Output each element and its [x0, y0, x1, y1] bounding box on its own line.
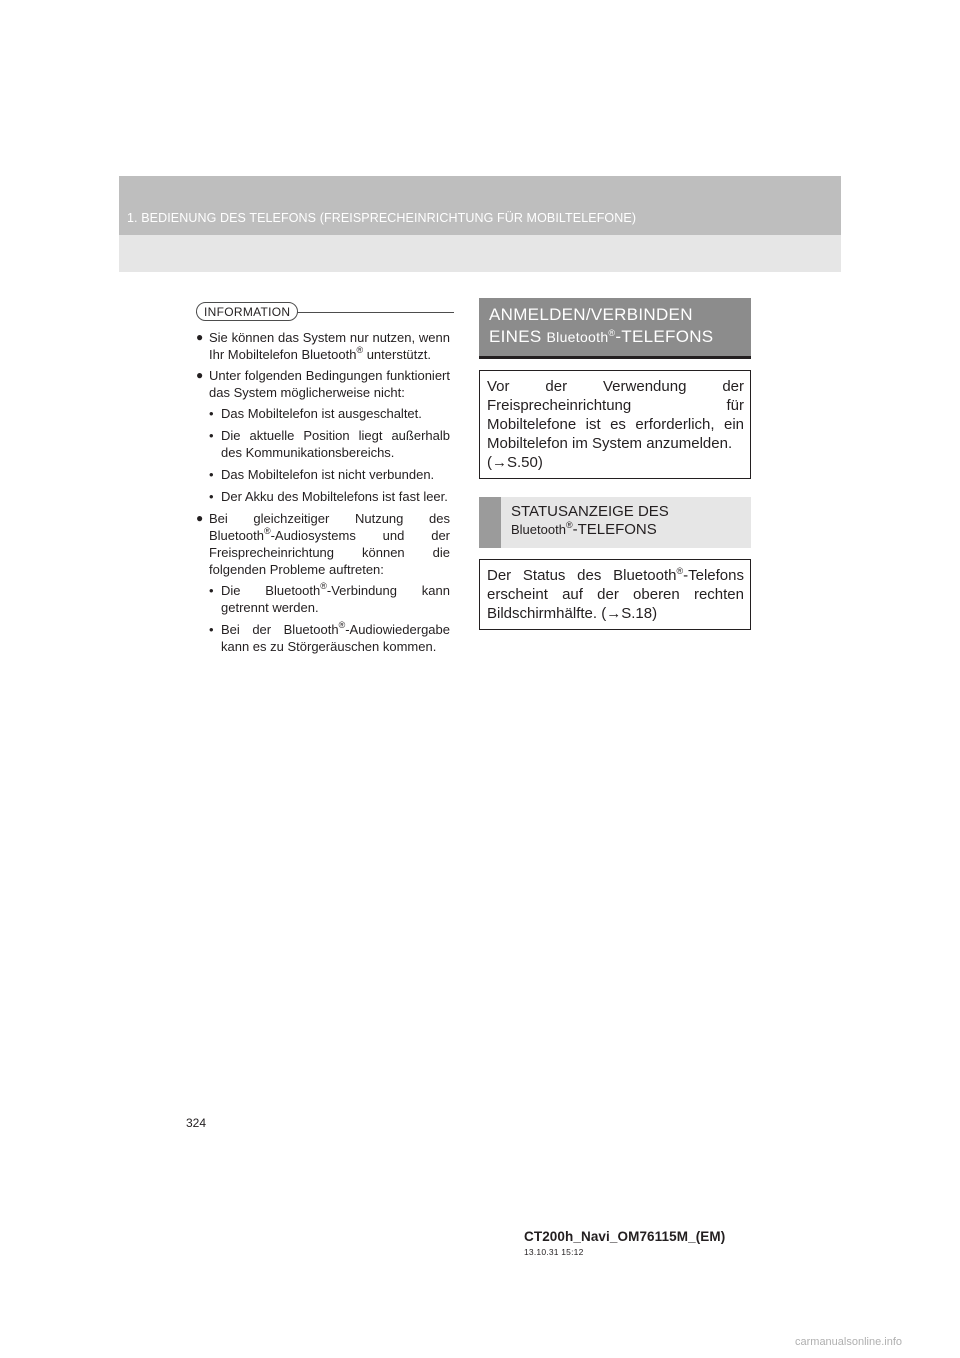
info-bullet-bluetooth-support: ● Sie können das System nur nutzen, wenn Ihr Mobiltelefon Bluetooth® unterstützt. [196, 330, 450, 362]
info-sub-item: • Die Bluetooth®-Verbindung kann getrennt werden. [209, 581, 450, 615]
sub-bullet-icon: • [209, 467, 214, 482]
information-body [196, 329, 450, 655]
information-label: INFORMATION [196, 302, 298, 321]
chapter-title: 1. BEDIENUNG DES TELEFONS (FREISPRECHEINRICHTUNG FÜR MOBILTELEFONE) [127, 211, 637, 225]
heading-tab-marker [479, 497, 501, 548]
document-code: CT200h_Navi_OM76115M_(EM) [524, 1229, 726, 1244]
sub-bullet-icon: • [209, 489, 214, 504]
page-reference-link[interactable]: S.18 [621, 605, 653, 622]
info-sub-item: • Das Mobiltelefon ist ausgeschaltet. [209, 406, 422, 421]
sub-bullet-icon: • [209, 622, 214, 637]
header-strip [119, 176, 841, 235]
page-reference-link[interactable]: S.50 [507, 454, 538, 471]
info-bullet-audio-problems: ● Bei gleichzeitiger Nutzung des Bluetooth®-Audiosystems und der Freisprecheinrichtung können die folgenden Probleme auftreten: [196, 511, 450, 577]
info-sub-item: • Das Mobiltelefon ist nicht verbunden. [209, 467, 435, 482]
bullet-icon: ● [196, 511, 204, 525]
document-timestamp: 13.10.31 15:12 [524, 1247, 584, 1257]
register-info-box: Vor der Verwendung der Freisprecheinrichtung für Mobiltelefone ist es erforderlich, ein Mobiltelefon im System anzumelden. (→S.50) [479, 370, 751, 479]
info-sub-item: • Bei der Bluetooth®-Audiowiedergabe kann es zu Störgeräuschen kommen. [209, 620, 450, 654]
info-sub-item: • Der Akku des Mobiltelefons ist fast leer. [209, 489, 448, 504]
bullet-icon: ● [196, 330, 204, 344]
page-number: 324 [186, 1116, 207, 1130]
sub-bullet-icon: • [209, 406, 214, 421]
section-heading-status-display: STATUSANZEIGE DES Bluetooth®-TELEFONS [479, 497, 751, 548]
info-bullet-conditions: ● Unter folgenden Bedingungen funktioniert das System möglicherweise nicht: [196, 368, 450, 400]
bullet-icon: ● [196, 368, 204, 382]
status-info-box: Der Status des Bluetooth®-Telefons erscheint auf der oberen rechten Bildschirmhälfte. (→S.18) [479, 559, 751, 630]
arrow-right-icon: → [606, 605, 622, 622]
arrow-right-icon: → [492, 454, 507, 471]
info-sub-item: • Die aktuelle Position liegt außerhalb des Kommunikationsbereichs. [209, 428, 450, 460]
information-section [196, 302, 450, 660]
sub-bullet-icon: • [209, 428, 214, 443]
section-heading-register-connect: ANMELDEN/VERBINDEN EINES Bluetooth®-TELEFONS [479, 298, 751, 359]
sub-bullet-icon: • [209, 583, 214, 598]
watermark: carmanualsonline.info [795, 1336, 903, 1348]
right-column [479, 298, 751, 630]
header-band [119, 176, 841, 272]
